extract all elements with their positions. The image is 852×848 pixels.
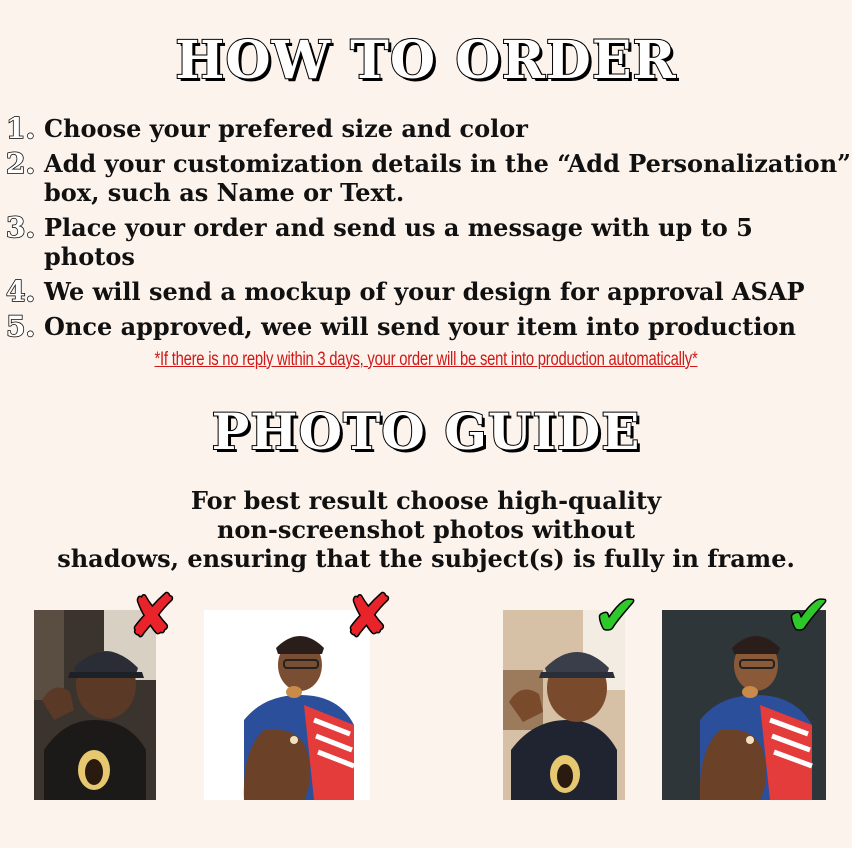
step-text: We will send a mockup of your design for approval ASAP xyxy=(44,277,805,306)
photo-guide-text xyxy=(0,486,852,573)
step-number: 1. xyxy=(6,112,36,145)
step-number: 2. xyxy=(6,147,36,180)
guide-line-1: For best result choose high-quality xyxy=(190,486,662,515)
how-to-order-title: HOW TO ORDER xyxy=(175,30,677,91)
auto-production-note: *If there is no reply within 3 days, your order will be sent into production automatically* xyxy=(154,349,698,370)
check-mark-icon: ✔ xyxy=(786,584,832,647)
step-number: 4. xyxy=(6,275,36,308)
x-mark-icon: ✘ xyxy=(344,582,393,650)
step-number: 3. xyxy=(6,211,36,244)
x-mark-icon: ✘ xyxy=(128,582,177,650)
step-number: 5. xyxy=(6,310,36,343)
step-text: Once approved, wee will send your item into production xyxy=(44,312,796,341)
step-text: Choose your prefered size and color xyxy=(44,114,528,143)
step-4 xyxy=(6,277,852,306)
order-steps xyxy=(6,114,852,347)
step-5 xyxy=(6,312,852,341)
photo-guide-title: PHOTO GUIDE xyxy=(211,402,641,461)
guide-line-2: non-screenshot photos without xyxy=(216,515,636,544)
guide-line-3: shadows, ensuring that the subject(s) is fully in frame. xyxy=(57,544,795,573)
step-3 xyxy=(6,213,852,271)
step-1 xyxy=(6,114,852,143)
step-text: Place your order and send us a message with up to 5 photos xyxy=(44,213,753,271)
step-2 xyxy=(6,149,852,207)
step-text: Add your customization details in the “Add Personalization” box, such as Name or Text. xyxy=(44,149,851,207)
check-mark-icon: ✔ xyxy=(594,584,640,647)
